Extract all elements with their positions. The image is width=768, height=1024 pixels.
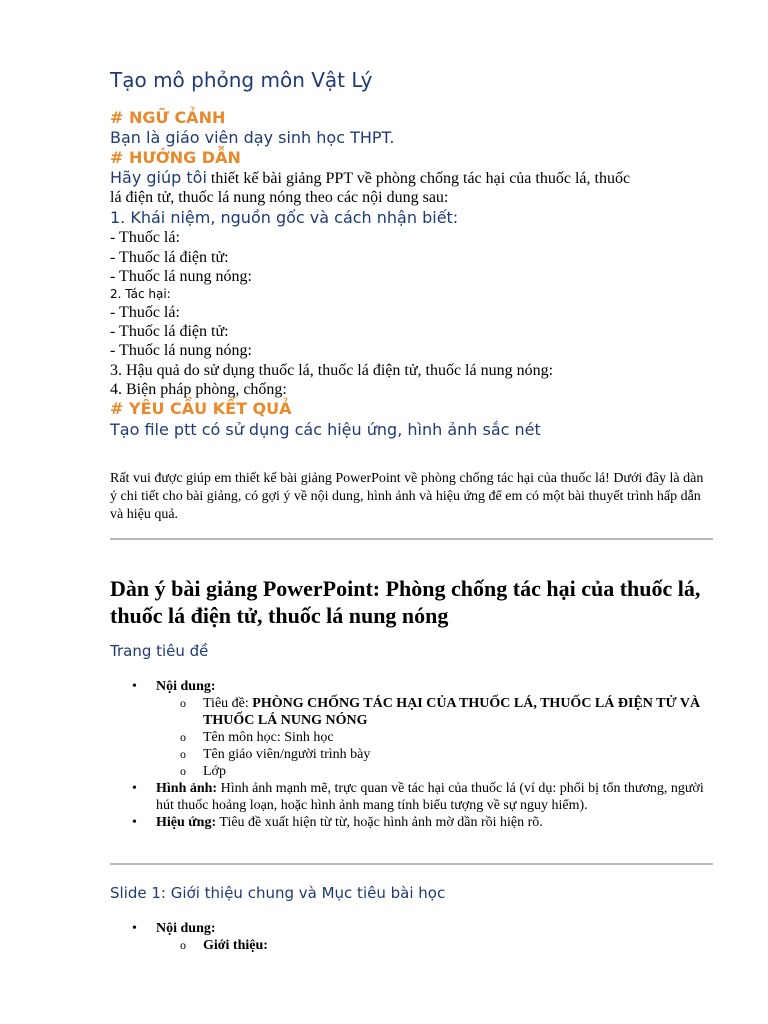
divider-2 bbox=[110, 863, 713, 865]
slide-1-list bbox=[110, 920, 710, 954]
item-1: 1. Khái niệm, nguồn gốc và cách nhận biết: bbox=[110, 208, 459, 227]
section-heading-slide-1: Slide 1: Giới thiệu chung và Mục tiêu bài học bbox=[110, 884, 446, 902]
response-intro: Rất vui được giúp em thiết kế bài giảng PowerPoint về phòng chống tác hại của thuốc lá! Dưới đây là dàn ý chi tiết cho bài giảng, có gợi ý về nội dung, hình ảnh và hiệu ứng để em có một bài thuyết trình hấp dẫn và hiệu quả. bbox=[110, 471, 704, 522]
sub-item-class: o Lớp bbox=[156, 763, 710, 780]
title-value: PHÒNG CHỐNG TÁC HẠI CỦA THUỐC LÁ, THUỐC LÁ ĐIỆN TỬ VÀ THUỐC LÁ NUNG NÓNG bbox=[203, 696, 701, 728]
item-4: 4. Biện pháp phòng, chống: bbox=[110, 381, 287, 398]
content-sub-list bbox=[156, 937, 710, 954]
image-text: Hình ảnh mạnh mẽ, trực quan về tác hại của thuốc lá (ví dụ: phổi bị tổn thương, người hút thuốc hoảng loạn, hoặc hình ảnh mang tính biểu tượng về sự nguy hiểm). bbox=[156, 781, 704, 813]
sub-item-title bbox=[156, 695, 710, 729]
title-label: Tiêu đề: bbox=[203, 696, 253, 711]
outline-title: Dàn ý bài giảng PowerPoint: Phòng chống tác hại của thuốc lá, thuốc lá điện tử, thuốc lá nung nóng bbox=[110, 576, 701, 628]
guide-text-1: thiết kế bài giảng PPT về phòng chống tác hại của thuốc lá, thuốc bbox=[206, 170, 631, 187]
item-1-sub-1: - Thuốc lá: bbox=[110, 229, 180, 246]
context-text: Bạn là giáo viên dạy sinh học THPT. bbox=[110, 128, 395, 147]
item-2-sub-2: - Thuốc lá điện tử: bbox=[110, 323, 229, 340]
page-title: Tạo mô phỏng môn Vật Lý bbox=[110, 68, 373, 92]
item-1-sub-2: - Thuốc lá điện tử: bbox=[110, 249, 229, 266]
title-page-list bbox=[110, 678, 710, 831]
list-item-image bbox=[110, 780, 710, 814]
sub-item-subject: o Tên môn học: Sinh học bbox=[156, 729, 710, 746]
guide-heading: # HƯỚNG DẪN bbox=[110, 148, 241, 167]
sub-item-teacher: o Tên giáo viên/người trình bày bbox=[156, 746, 710, 763]
item-1-sub-3: - Thuốc lá nung nóng: bbox=[110, 268, 252, 285]
guide-lead: Hãy giúp tôi bbox=[110, 168, 207, 187]
content-sub-list bbox=[156, 695, 710, 780]
list-item-content bbox=[110, 678, 710, 780]
content-label: Nội dung: bbox=[156, 921, 216, 936]
item-2: 2. Tác hại: bbox=[110, 287, 171, 301]
item-2-sub-1: - Thuốc lá: bbox=[110, 304, 180, 321]
intro-label: Giới thiệu: bbox=[203, 938, 268, 953]
guide-line-1 bbox=[110, 168, 630, 188]
content-label: Nội dung: bbox=[156, 679, 216, 694]
image-label: Hình ảnh: bbox=[156, 781, 218, 796]
context-heading: # NGỮ CẢNH bbox=[110, 108, 226, 127]
result-text: Tạo file ptt có sử dụng các hiệu ứng, hình ảnh sắc nét bbox=[110, 420, 541, 439]
effect-text: Tiêu đề xuất hiện từ từ, hoặc hình ảnh mờ dần rồi hiện rõ. bbox=[216, 815, 543, 830]
guide-line-2: lá điện tử, thuốc lá nung nóng theo các nội dung sau: bbox=[110, 189, 449, 206]
effect-label: Hiệu ứng: bbox=[156, 815, 217, 830]
list-item-content bbox=[110, 920, 710, 954]
sub-item-intro bbox=[156, 937, 710, 954]
section-heading-title-page: Trang tiêu đề bbox=[110, 642, 209, 660]
result-heading: # YÊU CẦU KẾT QUẢ bbox=[110, 399, 292, 418]
item-3: 3. Hậu quả do sử dụng thuốc lá, thuốc lá điện tử, thuốc lá nung nóng: bbox=[110, 362, 554, 379]
list-item-effect bbox=[110, 814, 710, 831]
divider-1 bbox=[110, 538, 713, 540]
item-2-sub-3: - Thuốc lá nung nóng: bbox=[110, 342, 252, 359]
